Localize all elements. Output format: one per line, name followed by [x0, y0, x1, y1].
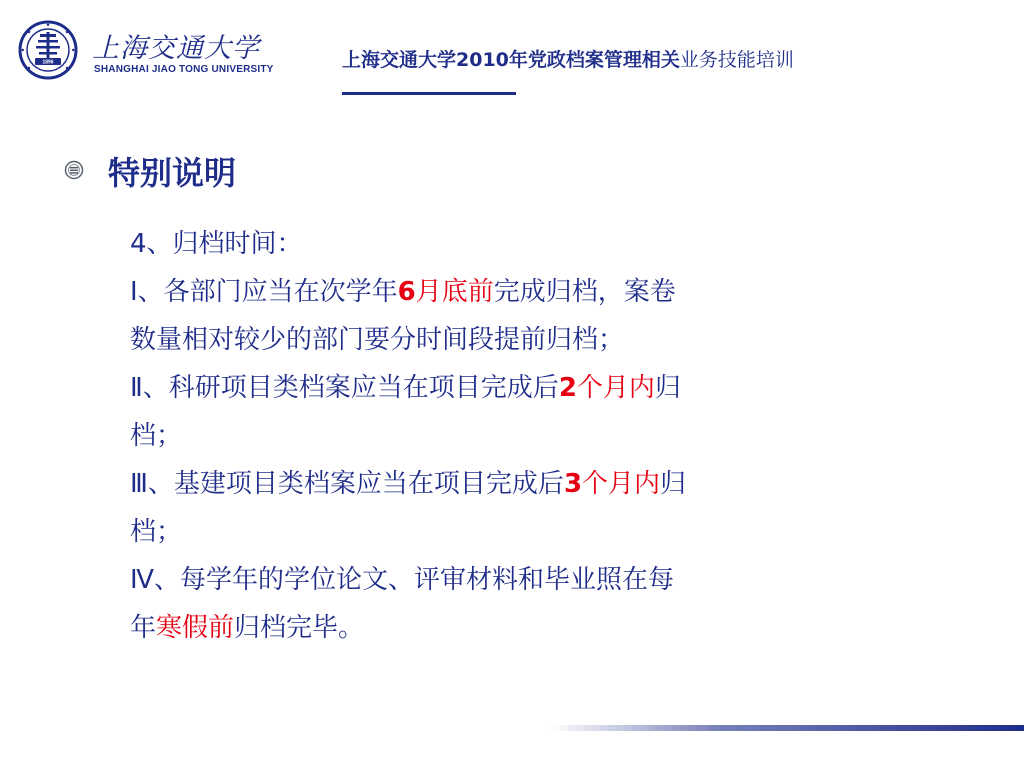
- item-i-suffix: 完成归档，案卷: [493, 277, 676, 307]
- section-heading: 特别说明: [108, 154, 237, 192]
- item-iv-deadline-text: 寒假前: [156, 613, 235, 643]
- header-title-bold: 上海交通大学2010年党政档案管理相关: [342, 49, 680, 71]
- item-ii-suffix: 归: [654, 373, 681, 403]
- item-iv-line1-text: Ⅳ、每学年的学位论文、评审材料和毕业照在每: [130, 565, 674, 595]
- item-ii-deadline-number: 2: [558, 373, 577, 403]
- item-iii-line2-text: 档；: [130, 517, 183, 547]
- item4-heading-text: 4、归档时间：: [130, 229, 303, 259]
- item-ii-line2: [130, 412, 878, 460]
- item-iii-line2: [130, 508, 878, 556]
- bullet-icon: [64, 160, 84, 180]
- item-i-line1: [130, 268, 878, 316]
- item-iii-suffix: 归: [660, 469, 687, 499]
- university-logo: [18, 20, 274, 82]
- header-title: [342, 48, 992, 73]
- seal-year: 1896: [42, 59, 54, 66]
- item-iii-prefix: Ⅲ、基建项目类档案应当在项目完成后: [130, 469, 564, 499]
- university-name-english: SHANGHAI JIAO TONG UNIVERSITY: [94, 64, 274, 75]
- item4-heading: [130, 220, 878, 268]
- item-ii-deadline-text: 个月内: [576, 373, 655, 403]
- item-iv-prefix: 年: [130, 613, 157, 643]
- item-iii-deadline-number: 3: [563, 469, 583, 499]
- item-iii-line1: [130, 460, 878, 508]
- item-ii-line1: [130, 364, 878, 412]
- item-iv-line1: [130, 556, 878, 604]
- item-iv-line2: [130, 604, 878, 652]
- item-i-deadline-text: 月底前: [415, 277, 494, 307]
- header-title-regular: 业务技能培训: [679, 49, 794, 71]
- item-i-line2-text: 数量相对较少的部门要分时间段提前归档；: [130, 325, 625, 355]
- item-i-deadline-number: 6: [397, 277, 416, 307]
- footer-divider: [550, 725, 1024, 731]
- content-body: [130, 220, 878, 652]
- item-iii-deadline-text: 个月内: [582, 469, 661, 499]
- item-ii-line2-text: 档；: [130, 421, 183, 451]
- university-seal-icon: [18, 20, 78, 80]
- item-iv-suffix: 归档完毕。: [234, 613, 365, 643]
- item-ii-prefix: Ⅱ、科研项目类档案应当在项目完成后: [130, 373, 559, 403]
- header-underline: [342, 92, 516, 95]
- item-i-prefix: Ⅰ、各部门应当在次学年: [130, 277, 398, 307]
- university-name-chinese: 上海交通大学: [92, 33, 260, 64]
- item-i-line2: [130, 316, 878, 364]
